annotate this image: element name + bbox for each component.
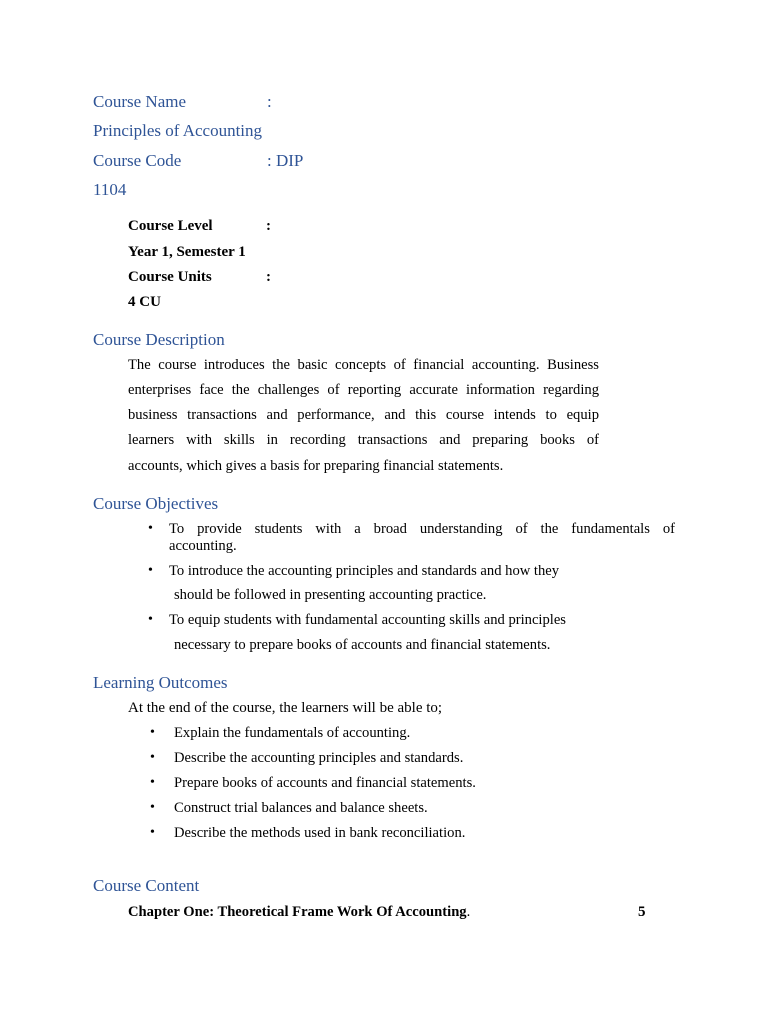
objective-line: To introduce the accounting principles and standards and how they	[169, 563, 560, 579]
chapter-title-period: .	[466, 904, 471, 920]
bullet-icon: •	[148, 521, 153, 536]
course-code-value: : DIP	[267, 151, 304, 170]
objective-line: necessary to prepare books of accounts and financial statements.	[174, 637, 551, 653]
course-level-value: Year 1, Semester 1	[128, 244, 246, 260]
content-heading: Course Content	[93, 876, 200, 895]
outcome-text: Construct trial balances and balance sheets.	[174, 800, 428, 816]
description-line: learners with skills in recording transactions and preparing books of	[128, 432, 599, 448]
description-line: business transactions and performance, and this course intends to equip	[128, 407, 599, 423]
description-line: accounts, which gives a basis for preparing financial statements.	[128, 458, 504, 474]
course-name-colon: :	[267, 92, 272, 111]
chapter-page-number: 5	[638, 904, 646, 920]
bullet-icon: •	[150, 800, 155, 815]
course-code-label: Course Code	[93, 151, 182, 170]
outcomes-intro: At the end of the course, the learners will be able to;	[128, 700, 443, 716]
description-line: The course introduces the basic concepts of financial accounting. Business	[128, 357, 599, 373]
bullet-icon: •	[150, 725, 155, 740]
bullet-icon: •	[148, 612, 153, 627]
outcome-text: Describe the accounting principles and standards.	[174, 750, 464, 766]
course-level-colon: :	[266, 218, 271, 234]
course-code-number: 1104	[93, 180, 127, 199]
outcome-text: Describe the methods used in bank reconciliation.	[174, 825, 466, 841]
course-level-label: Course Level	[128, 218, 213, 234]
course-name-value: Principles of Accounting	[93, 121, 263, 140]
description-line: enterprises face the challenges of reporting accurate information regarding	[128, 382, 599, 398]
objective-line: should be followed in presenting accounting practice.	[174, 587, 487, 603]
outcome-text: Explain the fundamentals of accounting.	[174, 725, 411, 741]
objective-line: To equip students with fundamental accounting skills and principles	[169, 612, 566, 628]
outcome-text: Prepare books of accounts and financial statements.	[174, 775, 476, 791]
objectives-heading: Course Objectives	[93, 494, 219, 513]
course-name-label: Course Name	[93, 92, 187, 111]
course-units-value: 4 CU	[128, 294, 161, 310]
bullet-icon: •	[148, 563, 153, 578]
bullet-icon: •	[150, 775, 155, 790]
outcomes-heading: Learning Outcomes	[93, 673, 228, 692]
chapter-entry[interactable]	[128, 904, 470, 921]
course-units-colon: :	[266, 269, 271, 285]
course-units-label: Course Units	[128, 269, 212, 285]
bullet-icon: •	[150, 825, 155, 840]
chapter-title: Chapter One: Theoretical Frame Work Of Accounting	[128, 904, 467, 920]
bullet-icon: •	[150, 750, 155, 765]
objective-line: To provide students with a broad understanding of the fundamentals of	[169, 521, 675, 537]
objective-line: accounting.	[169, 538, 237, 554]
description-heading: Course Description	[93, 330, 225, 349]
